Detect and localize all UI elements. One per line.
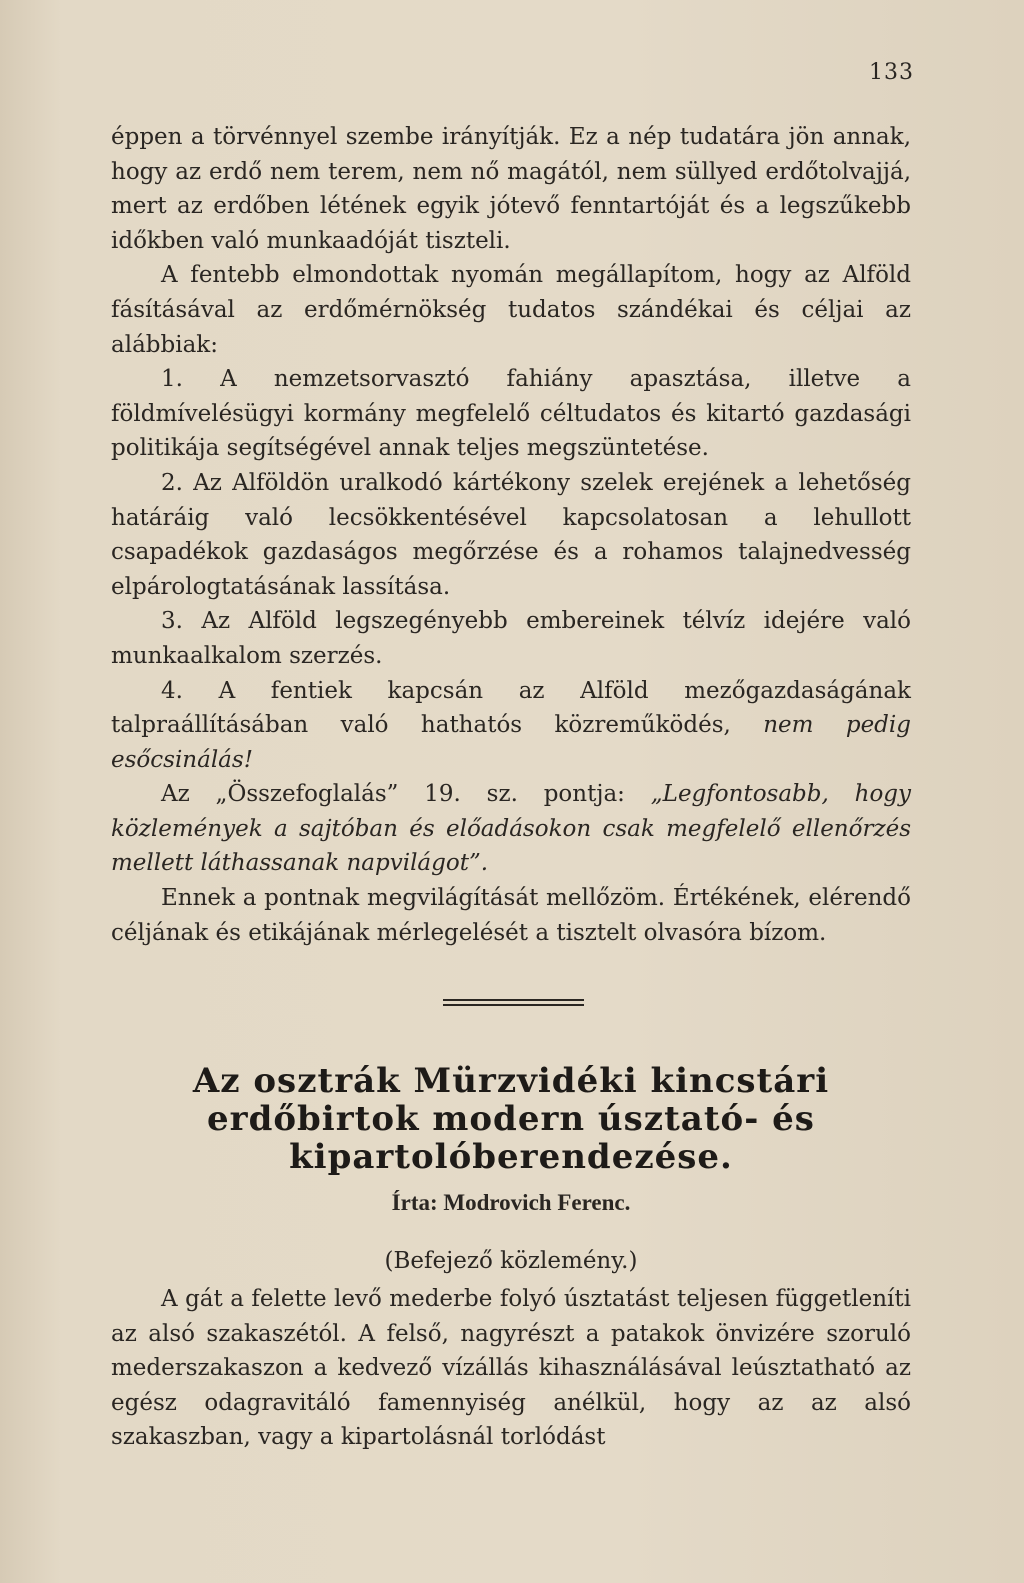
article-subtitle: (Befejező közlemény.) [384,1248,638,1274]
article-title: Az osztrák Mürzvidéki kincstári erdőbirtok modern úsztató- és kipartolóberendezése. [192,1061,830,1177]
list-item-3: 3. Az Alföld legszegényebb embereinek télvíz idejére való munkaalkalom szerzés. [111,608,911,669]
list-item-4-text: 4. A fentiek kapcsán az Alföld mezőgazdaságának talpraállításában való hathatós közreműködés, [111,677,911,739]
list-item-1: 1. A nemzetsorvasztó fahiány apasztása, illetve a földmívelésügyi kormány megfelelő céltudatos és kitartó gazdasági politikája segítségével annak teljes megszüntetése. [111,366,911,462]
paragraph: A gát a felette levő mederbe folyó úsztatást teljesen függetleníti az alsó szakaszétól. A felső, nagyrészt a patakok önvizére szoruló mederszakaszon a kedvező vízállás kihasználásával leúsztatható az egész odagravitáló famennyiség anélkül, hogy az az alsó szakaszban, vagy a kipartolásnál torlódást [111,1286,911,1451]
divider-line [443,999,584,1001]
paragraph: A fentebb elmondottak nyomán megállapítom, hogy az Alföld fásításával az erdőmérnökség tudatos szándékai és céljai az alábbiak: [111,262,911,358]
new-article [111,1062,911,1455]
section-divider [0,999,1024,1007]
quote-intro: Az „Összefoglalás” 19. sz. pontja: [161,781,651,808]
quote-text: „Legfontosabb, hogy közlemények a sajtóban és előadásokon csak megfelelő ellenőrzés mellett láthassanak napvilágot”. [111,781,912,877]
divider-line [443,1004,584,1006]
paragraph: éppen a törvénnyel szembe irányítják. Ez a nép tudatára jön annak, hogy az erdő nem terem, nem nő magától, nem süllyed erdőtolvajjá, mert az erdőben létének egyik jótevő fenntartóját és a legszűkebb időkben való munkaadóját tiszteli. [111,124,911,254]
article-author: Írta: Modrovich Ferenc. [391,1190,631,1215]
list-item-4 [111,674,911,778]
list-item-4-emphasis: nem pedig esőcsinálás! [111,712,911,773]
continued-article-text [111,120,911,950]
list-item-2: 2. Az Alföldön uralkodó kártékony szelek erejének a lehetőség határáig való lecsökkentésével kapcsolatosan a lehullott csapadékok gazdaságos megőrzése és a rohamos talajnedvesség elpárologtatásának lassítása. [111,469,911,600]
paragraph: Ennek a pontnak megvilágítását mellőzöm. Értékének, elérendő céljának és etikájának mérlegelését a tisztelt olvasóra bízom. [111,885,911,946]
page-number: 133 [869,60,914,85]
quoted-paragraph [111,777,911,881]
